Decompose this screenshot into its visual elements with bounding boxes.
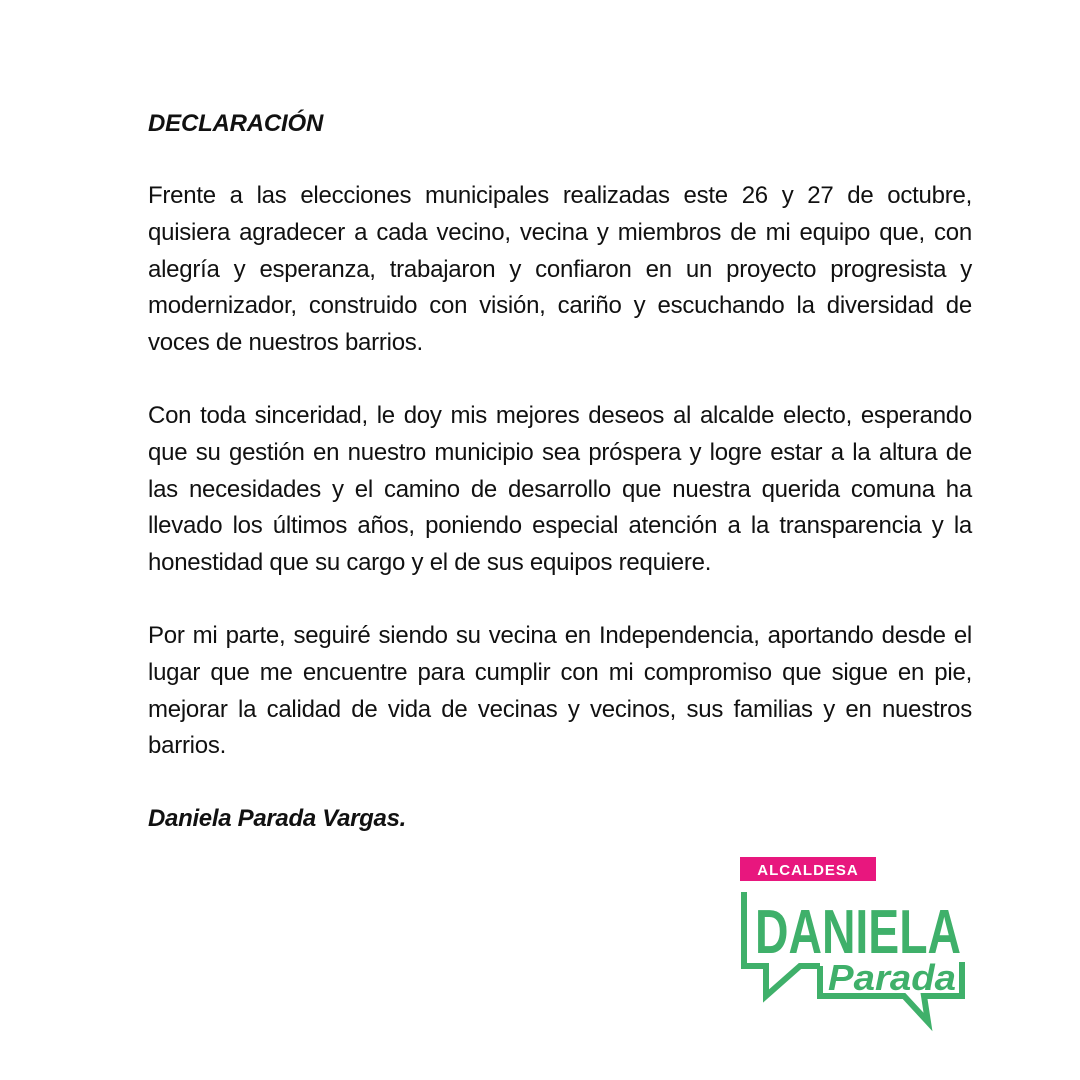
signature: Daniela Parada Vargas. [148,805,406,833]
logo-last-name: Parada [828,957,956,998]
paragraph-1: Frente a las elecciones municipales realizadas este 26 y 27 de octubre, quisiera agradecer a cada vecino, vecina y miembros de mi equipo que, con alegría y esperanza, trabajaron y confiaron en un proyecto progresista y modernizador, construido con visión, cariño y escuchando la diversidad de voces de nuestros barrios. [148,182,972,357]
logo-first-name: DANIELA [755,898,961,967]
document-heading: DECLARACIÓN [148,110,324,137]
logo-badge-text: ALCALDESA [757,862,859,879]
campaign-logo [738,856,974,1028]
paragraph-3: Por mi parte, seguiré siendo su vecina en Independencia, aportando desde el lugar que me encuentre para cumplir con mi compromiso que sigue en pie, mejorar la calidad de vida de vecinas y vecinos, sus familias y en nuestros barrios. [148,621,972,760]
declaration-document [148,106,972,837]
paragraph-2: Con toda sinceridad, le doy mis mejores deseos al alcalde electo, esperando que su gestión en nuestro municipio sea próspera y logre estar a la altura de las necesidades y el camino de desarrollo que nuestra querida comuna ha llevado los últimos años, poniendo especial atención a la transparencia y la honestidad que su cargo y el de sus equipos requiere. [148,401,972,577]
